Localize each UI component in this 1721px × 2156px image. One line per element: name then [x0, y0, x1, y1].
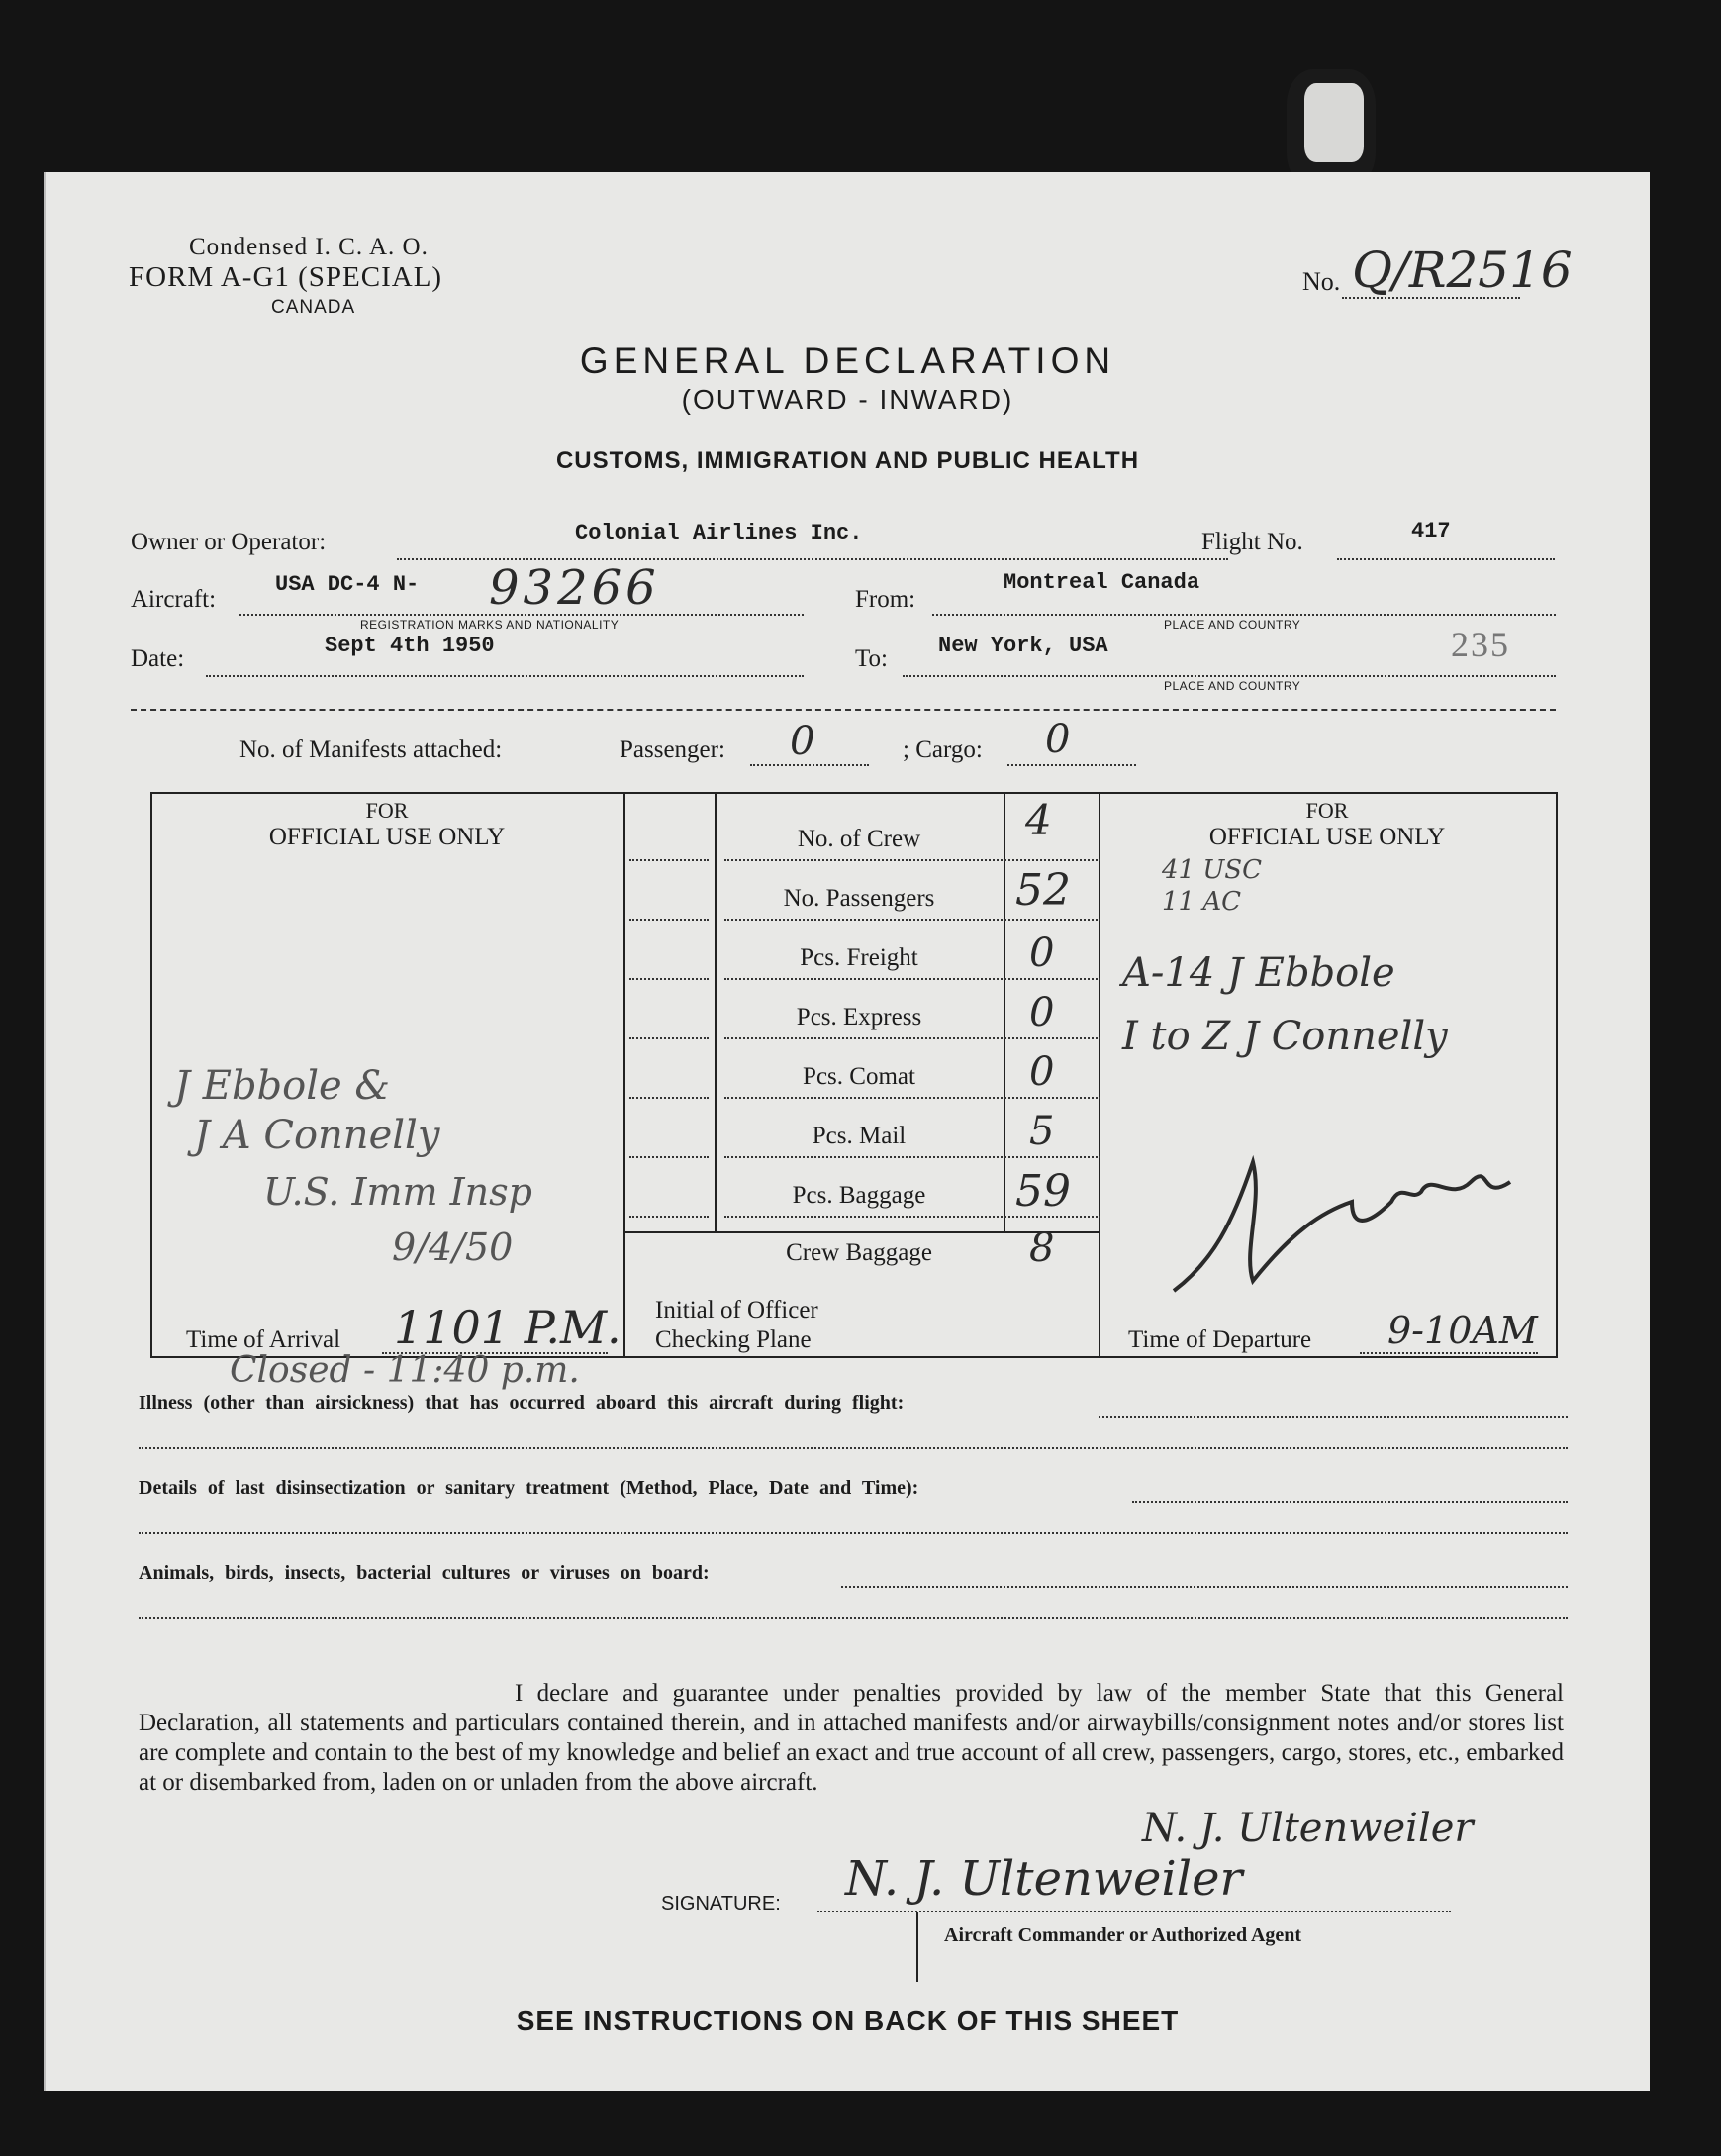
- official-note-line2: 11 AC: [1162, 887, 1242, 917]
- row-value-crew: 4: [1025, 796, 1052, 844]
- row-value-baggage: 59: [1015, 1166, 1071, 1217]
- number-line: [1342, 297, 1520, 299]
- row-value-comat: 0: [1029, 1049, 1055, 1095]
- manifests-label: No. of Manifests attached:: [239, 736, 503, 763]
- departure-label: Time of Departure: [1128, 1326, 1312, 1353]
- number-prefix: No.: [1302, 267, 1341, 296]
- signature-line: [817, 1911, 1451, 1912]
- row-line: [629, 978, 709, 980]
- illness-line1: [1099, 1416, 1568, 1418]
- row-line: [629, 1097, 709, 1099]
- form-line3: CANADA: [271, 297, 356, 318]
- cargo-manifest-value: 0: [1045, 717, 1071, 762]
- signature-label: SIGNATURE:: [661, 1893, 781, 1914]
- official-left-line2: OFFICIAL USE ONLY: [268, 824, 506, 850]
- form-sheet: [44, 172, 1650, 2091]
- row-line: [629, 1156, 709, 1158]
- to-value: New York, USA: [938, 634, 1108, 658]
- animals-line2: [139, 1617, 1568, 1619]
- to-line: [903, 675, 1556, 677]
- official-note-line3: A-14 J Ebbole: [1122, 950, 1395, 996]
- inspector-note-line1: J Ebbole &: [174, 1063, 391, 1109]
- form-number: Q/R2516: [1352, 242, 1573, 299]
- row-line: [724, 1037, 1100, 1039]
- row-label-passengers: No. Passengers: [783, 885, 935, 912]
- departure-line: [1360, 1352, 1538, 1354]
- row-value-express: 0: [1029, 990, 1055, 1035]
- illness-line2: [139, 1447, 1568, 1449]
- row-line: [629, 859, 709, 861]
- agencies-heading: CUSTOMS, IMMIGRATION AND PUBLIC HEALTH: [555, 447, 1140, 474]
- form-line2: FORM A-G1 (SPECIAL): [129, 261, 443, 293]
- flight-line: [1337, 558, 1555, 560]
- official-left-line1: FOR: [365, 798, 409, 823]
- row-value-mail: 5: [1029, 1109, 1055, 1154]
- disinsect-line1: [1132, 1501, 1568, 1503]
- table-col2: [715, 794, 717, 1231]
- animals-question: Animals, birds, insects, bacterial cultures or viruses on board:: [139, 1562, 710, 1584]
- row-line: [724, 919, 1100, 921]
- inspector-note-line2: J A Connelly: [194, 1113, 440, 1158]
- date-label: Date:: [131, 645, 185, 672]
- row-line: [724, 1156, 1100, 1158]
- cargo-manifest-line: [1007, 764, 1136, 766]
- flight-label: Flight No.: [1201, 529, 1303, 555]
- aircraft-caption: REGISTRATION MARKS AND NATIONALITY: [360, 618, 620, 632]
- official-note-line4: I to Z J Connelly: [1122, 1014, 1448, 1059]
- illness-question: Illness (other than airsickness) that has occurred aboard this aircraft during flight:: [139, 1392, 905, 1414]
- passenger-manifest-value: 0: [790, 719, 815, 764]
- official-right-line2: OFFICIAL USE ONLY: [1208, 824, 1446, 850]
- header-divider: [131, 709, 1556, 711]
- row-line: [724, 859, 1100, 861]
- from-value: Montreal Canada: [1004, 570, 1200, 595]
- owner-value: Colonial Airlines Inc.: [575, 521, 863, 545]
- official-right-line1: FOR: [1305, 798, 1349, 823]
- inspector-note-line3: U.S. Imm Insp: [263, 1170, 532, 1214]
- aircraft-label: Aircraft:: [131, 586, 217, 613]
- row-label-comat: Pcs. Comat: [803, 1063, 915, 1090]
- owner-label: Owner or Operator:: [131, 529, 327, 555]
- row-line: [724, 978, 1100, 980]
- row-label-express: Pcs. Express: [796, 1004, 922, 1030]
- arrival-label: Time of Arrival: [186, 1326, 341, 1353]
- passenger-manifest-label: Passenger:: [620, 736, 725, 763]
- table-col4: [1099, 794, 1100, 1356]
- page-title: GENERAL DECLARATION: [579, 341, 1116, 381]
- typed-name-signature: N. J. Ultenweiler: [1142, 1806, 1474, 1851]
- row-label-mail: Pcs. Mail: [812, 1123, 907, 1149]
- initial-officer-line2: Checking Plane: [655, 1326, 812, 1353]
- row-label-crew-baggage: Crew Baggage: [786, 1239, 932, 1266]
- from-label: From:: [855, 586, 916, 613]
- table-officer-divider: [623, 1231, 1099, 1233]
- cargo-manifest-label: ; Cargo:: [903, 736, 983, 763]
- row-line: [629, 919, 709, 921]
- date-value: Sept 4th 1950: [325, 634, 495, 658]
- row-label-baggage: Pcs. Baggage: [792, 1182, 926, 1209]
- closed-note: Closed - 11:40 p.m.: [230, 1350, 580, 1391]
- to-label: To:: [855, 645, 888, 672]
- disinsect-question: Details of last disinsectization or sanitary treatment (Method, Place, Date and Time):: [139, 1477, 919, 1499]
- inspector-note-line4: 9/4/50: [392, 1225, 514, 1269]
- flight-value: 417: [1411, 519, 1451, 543]
- row-line: [629, 1216, 709, 1218]
- disinsect-line2: [139, 1532, 1568, 1534]
- row-label-freight: Pcs. Freight: [800, 944, 918, 971]
- from-caption: PLACE AND COUNTRY: [1164, 618, 1301, 632]
- aircraft-typed: USA DC-4 N-: [275, 572, 420, 597]
- initial-officer-line1: Initial of Officer: [655, 1297, 818, 1323]
- tear-scrap: [1304, 83, 1364, 162]
- arrival-value: 1101 P.M.: [394, 1301, 621, 1354]
- table-col1: [623, 794, 625, 1356]
- aircraft-registration: 93266: [489, 560, 660, 616]
- row-value-passengers: 52: [1015, 865, 1071, 916]
- to-caption: PLACE AND COUNTRY: [1164, 679, 1301, 693]
- signature-stroke: [916, 1912, 918, 1982]
- commander-signature: N. J. Ultenweiler: [845, 1851, 1243, 1907]
- form-line1: Condensed I. C. A. O.: [189, 234, 429, 260]
- date-line: [206, 675, 804, 677]
- departure-value: 9-10AM: [1387, 1309, 1538, 1352]
- passenger-manifest-line: [750, 764, 869, 766]
- from-line: [932, 614, 1556, 616]
- row-line: [724, 1097, 1100, 1099]
- row-label-crew: No. of Crew: [797, 826, 921, 852]
- footer-instructions: SEE INSTRUCTIONS ON BACK OF THIS SHEET: [516, 2006, 1180, 2036]
- row-line: [629, 1037, 709, 1039]
- page-subtitle: (OUTWARD - INWARD): [681, 384, 1014, 415]
- official-note-line1: 41 USC: [1162, 855, 1262, 885]
- signature-caption: Aircraft Commander or Authorized Agent: [944, 1924, 1302, 1946]
- declaration-text: I declare and guarantee under penalties provided by law of the member State that this General Declaration, all statements and particulars contained therein, and in attached manifests and/or airwaybills/consignment notes and/or stores list are complete and contain to the best of my knowledge and belief an exact and true account of all crew, passengers, cargo, stores, etc., embarked at or disembarked from, laden on or unladen from the above aircraft.: [139, 1680, 1564, 1796]
- animals-line1: [841, 1586, 1568, 1588]
- officer-signature-mark: [1154, 1142, 1550, 1321]
- row-value-freight: 0: [1029, 931, 1055, 976]
- row-value-crew-baggage: 8: [1029, 1225, 1055, 1271]
- stamp-number: 235: [1451, 625, 1510, 664]
